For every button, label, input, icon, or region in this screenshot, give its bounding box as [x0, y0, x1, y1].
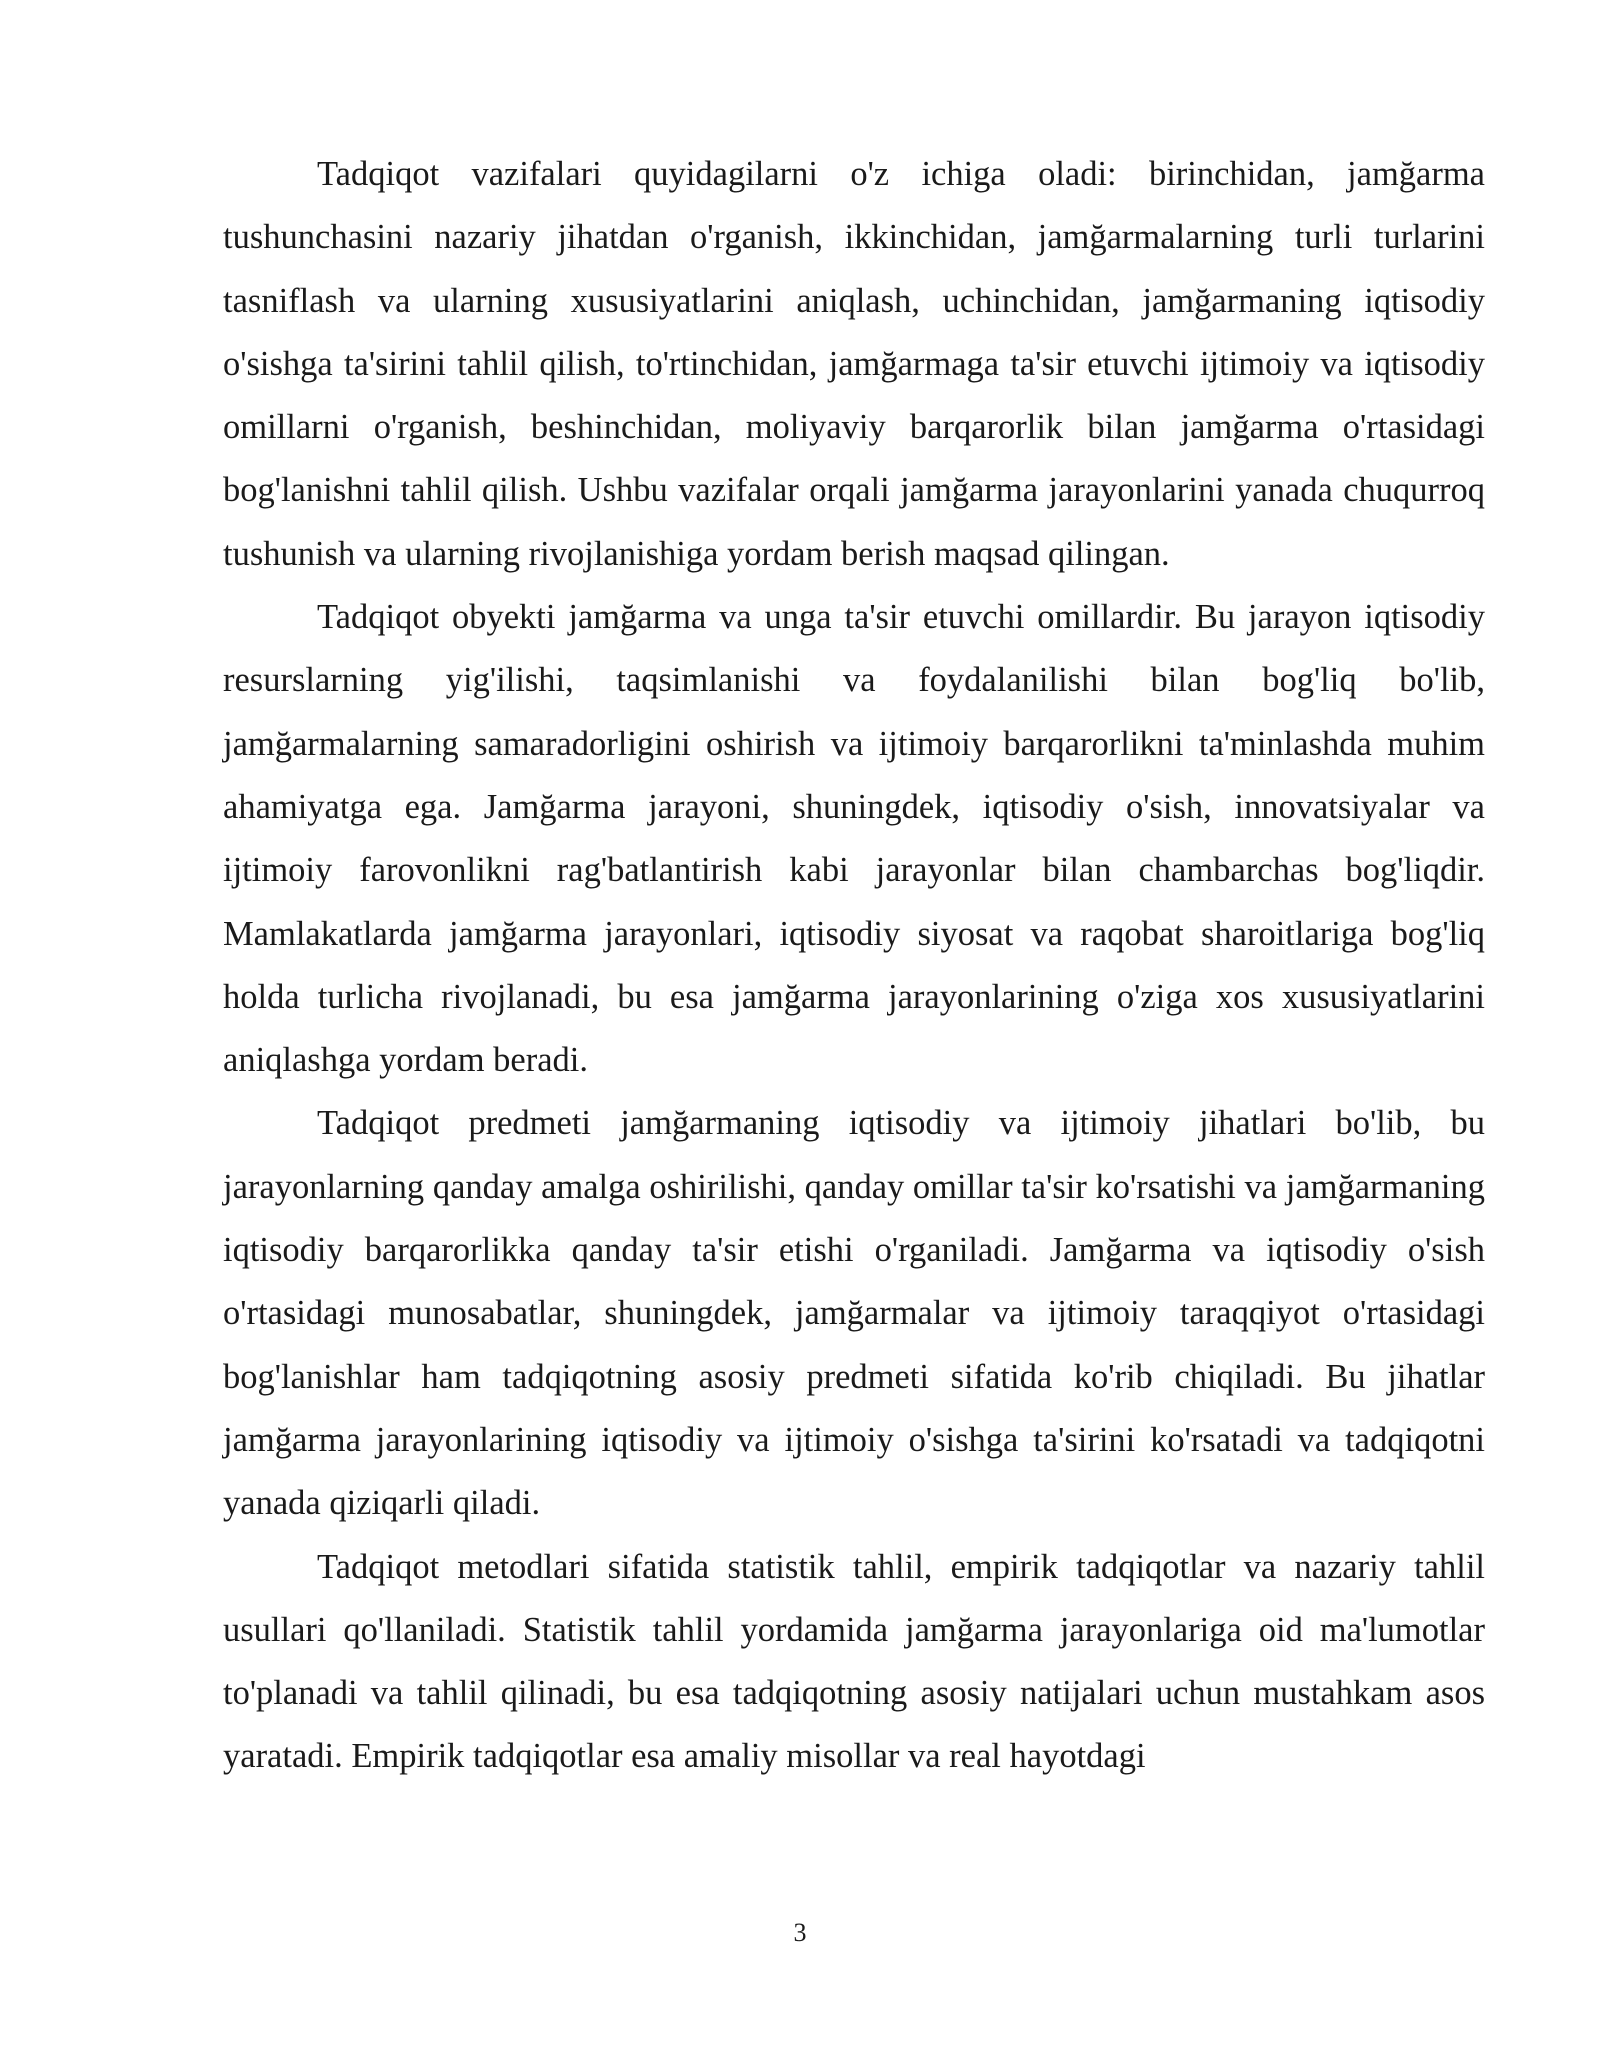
paragraph-tasks: Tadqiqot vazifalari quyidagilarni o'z ichiga oladi: birinchidan, jamğarma tushunchasini nazariy jihatdan o'rganish, ikkinchidan, jamğarmalarning turli turlarini tasniflash va ularning xususiyatlarini aniqlash, uchinchidan, jamğarmaning iqtisodiy o'sishga ta'sirini tahlil qilish, to'rtinchidan, jamğarmaga ta'sir etuvchi ijtimoiy va iqtisodiy omillarni o'rganish, beshinchidan, moliyaviy barqarorlik bilan jamğarma o'rtasidagi bog'lanishni tahlil qilish. Ushbu vazifalar orqali jamğarma jarayonlarini yanada chuqurroq tushunish va ularning rivojlanishiga yordam berish maqsad qilingan.	[223, 155, 1485, 573]
paragraph-subject: Tadqiqot predmeti jamğarmaning iqtisodiy va ijtimoiy jihatlari bo'lib, bu jarayonlarning qanday amalga oshirilishi, qanday omillar ta'sir ko'rsatishi va jamğarmaning iqtisodiy barqarorlikka qanday ta'sir etishi o'rganiladi. Jamğarma va iqtisodiy o'sish o'rtasidagi munosabatlar, shuningdek, jamğarmalar va ijtimoiy taraqqiyot o'rtasidagi bog'lanishlar ham tadqiqotning asosiy predmeti sifatida ko'rib chiqiladi. Bu jihatlar jamğarma jarayonlarining iqtisodiy va ijtimoiy o'sishga ta'sirini ko'rsatadi va tadqiqotni yanada qiziqarli qiladi.	[223, 1104, 1485, 1523]
body-text	[223, 143, 1485, 1789]
page-number: 3	[793, 1918, 807, 1947]
paragraph-object: Tadqiqot obyekti jamğarma va unga ta'sir etuvchi omillardir. Bu jarayon iqtisodiy resurslarning yig'ilishi, taqsimlanishi va foydalanilishi bilan bog'liq bo'lib, jamğarmalarning samaradorligini oshirish va ijtimoiy barqarorlikni ta'minlashda muhim ahamiyatga ega. Jamğarma jarayoni, shuningdek, iqtisodiy o'sish, innovatsiyalar va ijtimoiy farovonlikni rag'batlantirish kabi jarayonlar bilan chambarchas bog'liqdir. Mamlakatlarda jamğarma jarayonlari, iqtisodiy siyosat va raqobat sharoitlariga bog'liq holda turlicha rivojlanadi, bu esa jamğarma jarayonlarining o'ziga xos xususiyatlarini aniqlashga yordam beradi.	[223, 598, 1485, 1080]
paragraph-methods: Tadqiqot metodlari sifatida statistik tahlil, empirik tadqiqotlar va nazariy tahlil usullari qo'llaniladi. Statistik tahlil yordamida jamğarma jarayonlariga oid ma'lumotlar to'planadi va tahlil qilinadi, bu esa tadqiqotning asosiy natijalari uchun mustahkam asos yaratadi. Empirik tadqiqotlar esa amaliy misollar va real hayotdagi	[223, 1547, 1485, 1776]
